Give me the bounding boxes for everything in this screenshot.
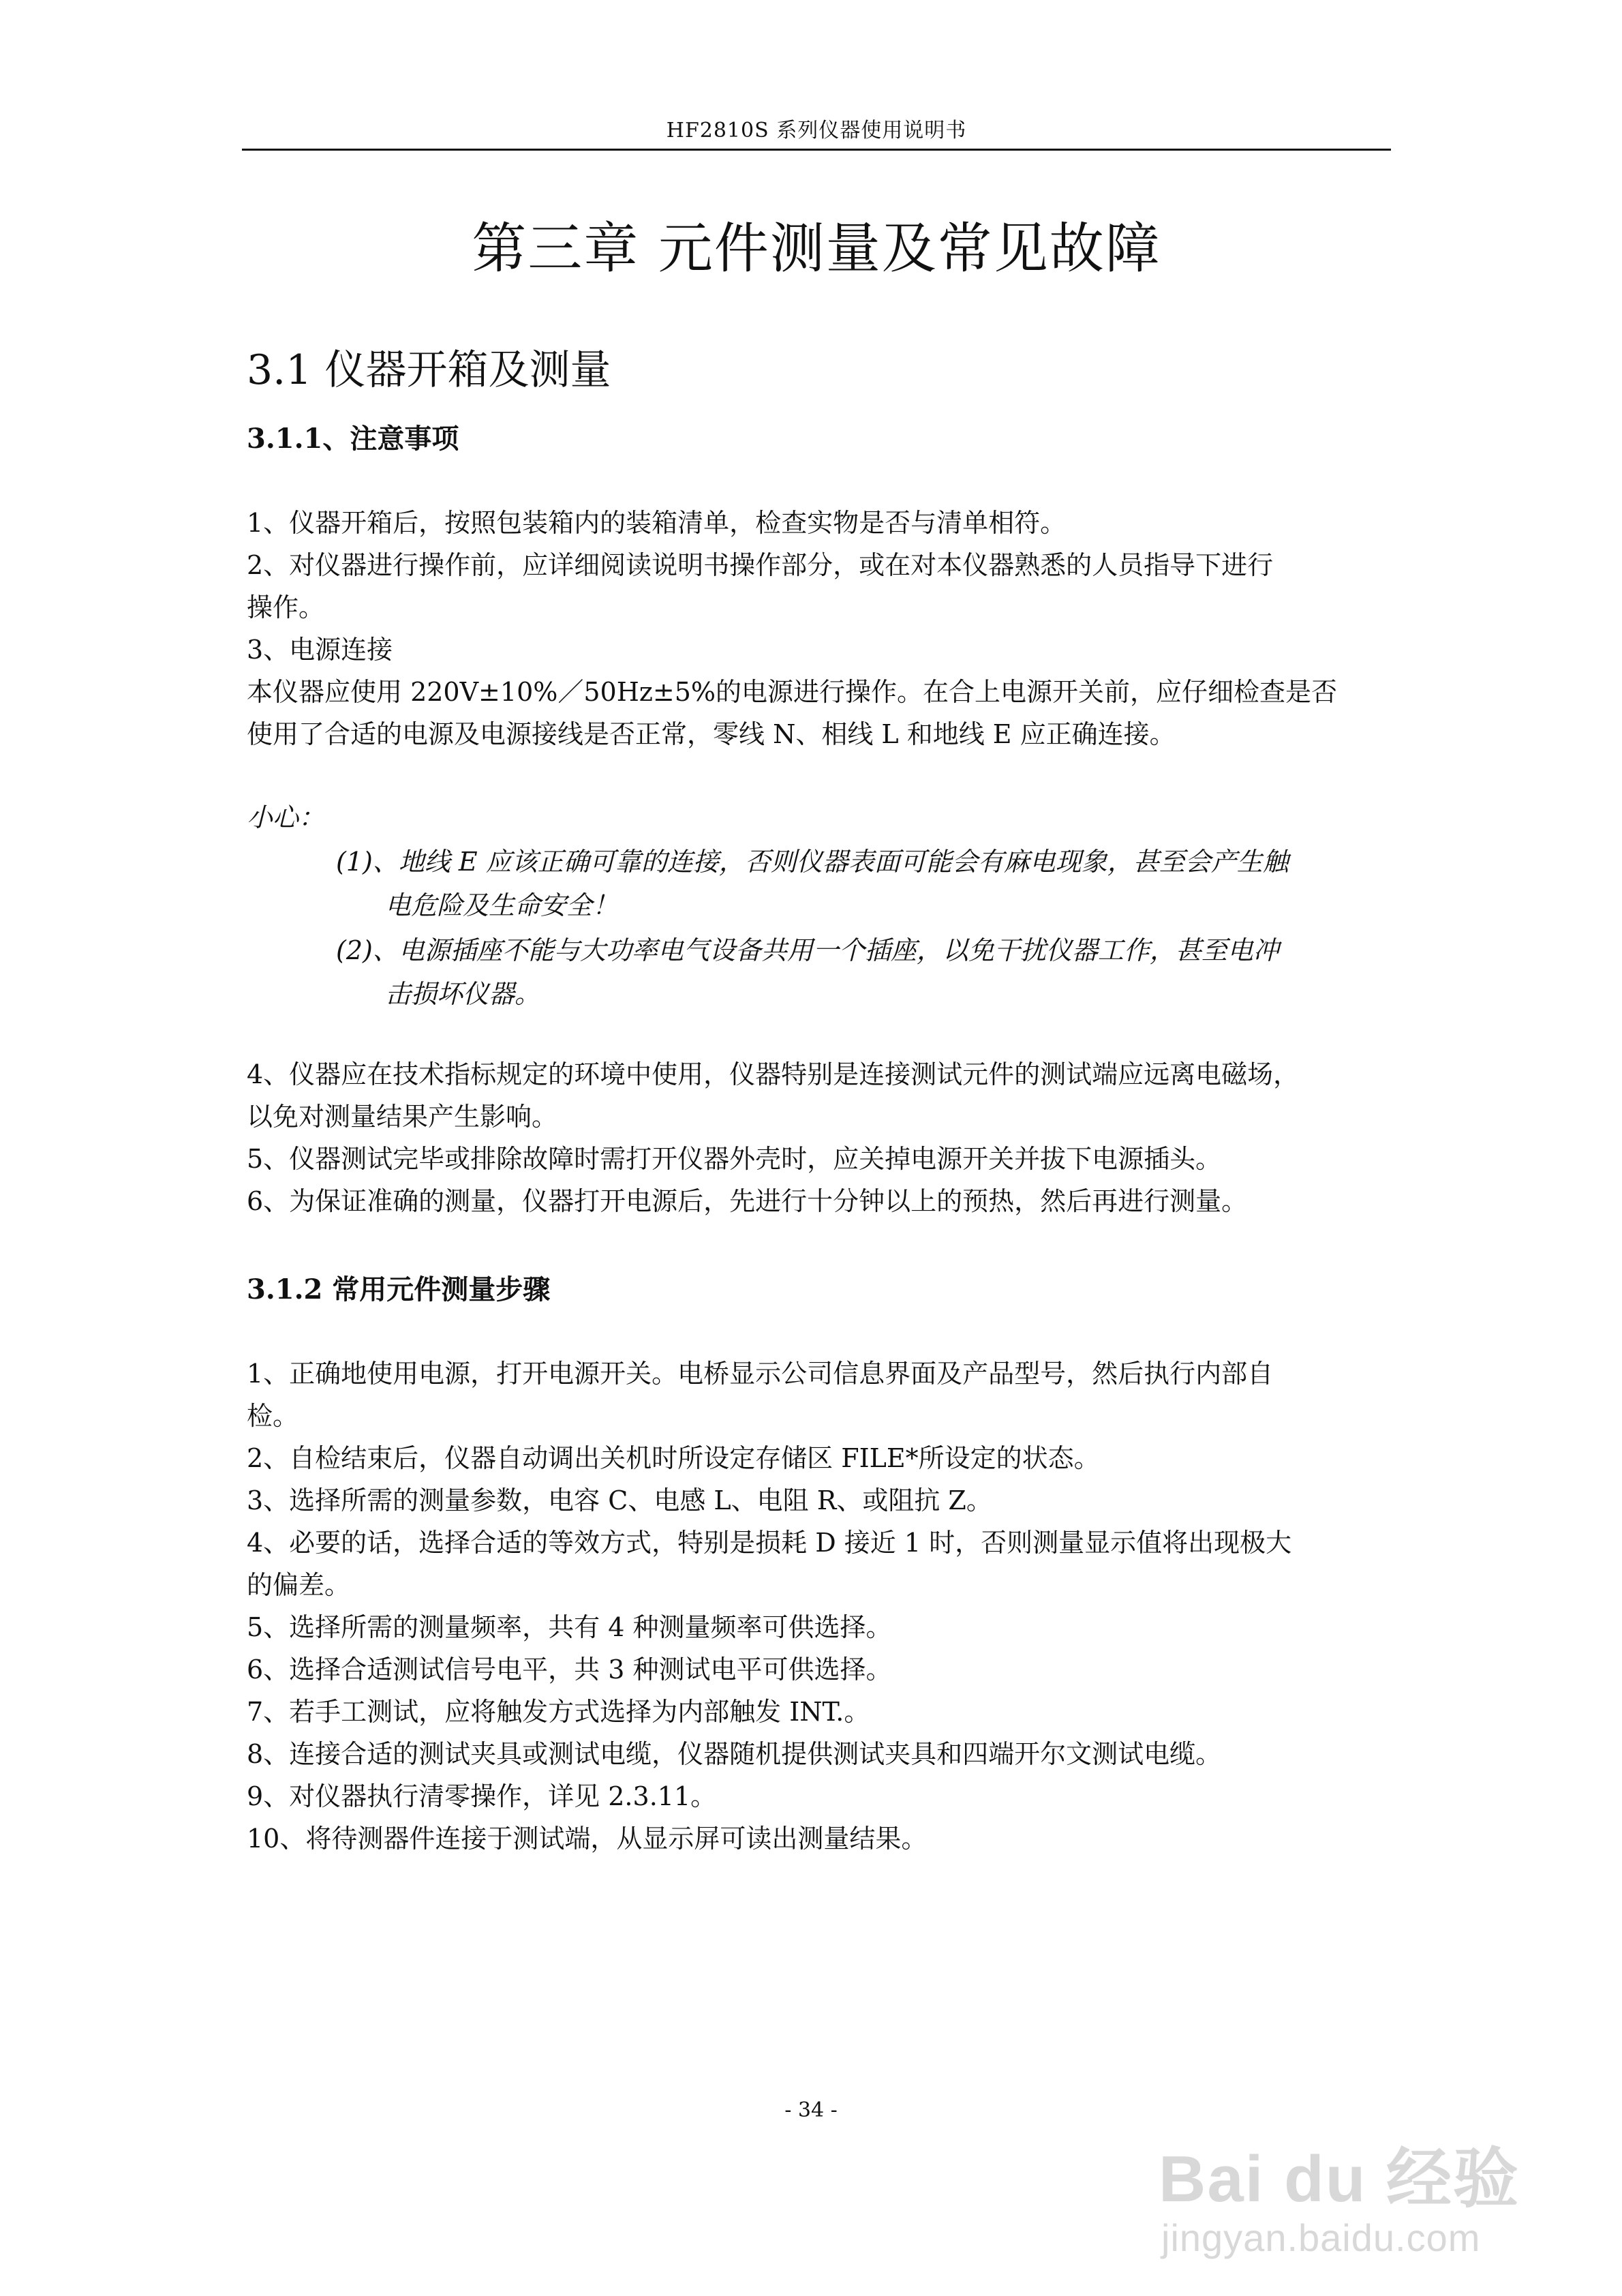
note-line: 2、对仪器进行操作前，应详细阅读说明书操作部分，或在对本仪器熟悉的人员指导下进行 (247, 550, 1274, 580)
watermark-url: jingyan.baidu.com (1161, 2216, 1481, 2259)
note-line: 5、仪器测试完毕或排除故障时需打开仪器外壳时，应关掉电源开关并拔下电源插头。 (247, 1144, 1222, 1174)
note-line: 本仪器应使用 220V±10%／50Hz±5%的电源进行操作。在合上电源开关前，应仔细检查是否 (247, 677, 1337, 707)
note-line: 使用了合适的电源及电源接线是否正常，零线 N、相线 L 和地线 E 应正确连接。 (247, 719, 1176, 749)
baidu-watermark (1159, 2127, 1581, 2263)
caution-item-cont: 电危险及生命安全！ (385, 890, 619, 920)
subsection-title-notes: 3.1.1、注意事项 (247, 423, 459, 455)
page-header: HF2810S 系列仪器使用说明书 (666, 119, 967, 142)
step-line: 6、选择合适测试信号电平，共 3 种测试电平可供选择。 (247, 1655, 892, 1685)
note-line: 操作。 (247, 592, 325, 622)
caution-item-line: (2)、电源插座不能与大功率电气设备共用一个插座，以免干扰仪器工作，甚至电冲 (336, 935, 1279, 965)
step-line: 5、选择所需的测量频率，共有 4 种测量频率可供选择。 (247, 1612, 892, 1642)
note-line: 4、仪器应在技术指标规定的环境中使用，仪器特别是连接测试元件的测试端应远离电磁场， (247, 1059, 1300, 1089)
caution-item (336, 840, 1392, 927)
step-line: 4、必要的话，选择合适的等效方式，特别是损耗 D 接近 1 时，否则测量显示值将出现极大 (247, 1528, 1292, 1558)
step-line: 1、正确地使用电源，打开电源开关。电桥显示公司信息界面及产品型号，然后执行内部自 (247, 1359, 1274, 1389)
note-line: 6、为保证准确的测量，仪器打开电源后，先进行十分钟以上的预热，然后再进行测量。 (247, 1186, 1248, 1216)
header-rule (242, 149, 1391, 151)
caution-item-cont: 击损坏仪器。 (385, 979, 541, 1009)
subsection-title-steps: 3.1.2 常用元件测量步骤 (247, 1273, 551, 1305)
caution-label: 小心： (247, 802, 325, 832)
caution-item-line: (1)、地线 E 应该正确可靠的连接，否则仪器表面可能会有麻电现象，甚至会产生触 (336, 847, 1289, 877)
watermark-logo: Bai du 经验 (1159, 2143, 1520, 2216)
step-line: 检。 (247, 1401, 299, 1431)
note-line: 3、电源连接 (247, 635, 393, 665)
step-line: 3、选择所需的测量参数，电容 C、电感 L、电阻 R、或阻抗 Z。 (247, 1485, 992, 1515)
step-line: 2、自检结束后，仪器自动调出关机时所设定存储区 FILE*所设定的状态。 (247, 1443, 1100, 1473)
page-number: - 34 - (784, 2098, 838, 2122)
step-line: 8、连接合适的测试夹具或测试电缆，仪器随机提供测试夹具和四端开尔文测试电缆。 (247, 1739, 1222, 1769)
section-title: 3.1 仪器开箱及测量 (247, 346, 611, 394)
step-line: 的偏差。 (247, 1570, 351, 1600)
step-line: 7、若手工测试，应将触发方式选择为内部触发 INT.。 (247, 1697, 870, 1727)
caution-item (336, 928, 1392, 1016)
note-line: 1、仪器开箱后，按照包装箱内的装箱清单，检查实物是否与清单相符。 (247, 508, 1067, 538)
note-line: 以免对测量结果产生影响。 (247, 1102, 558, 1132)
step-line: 10、将待测器件连接于测试端，从显示屏可读出测量结果。 (247, 1824, 928, 1854)
step-line: 9、对仪器执行清零操作，详见 2.3.11。 (247, 1781, 717, 1811)
chapter-title: 第三章 元件测量及常见故障 (472, 217, 1161, 280)
